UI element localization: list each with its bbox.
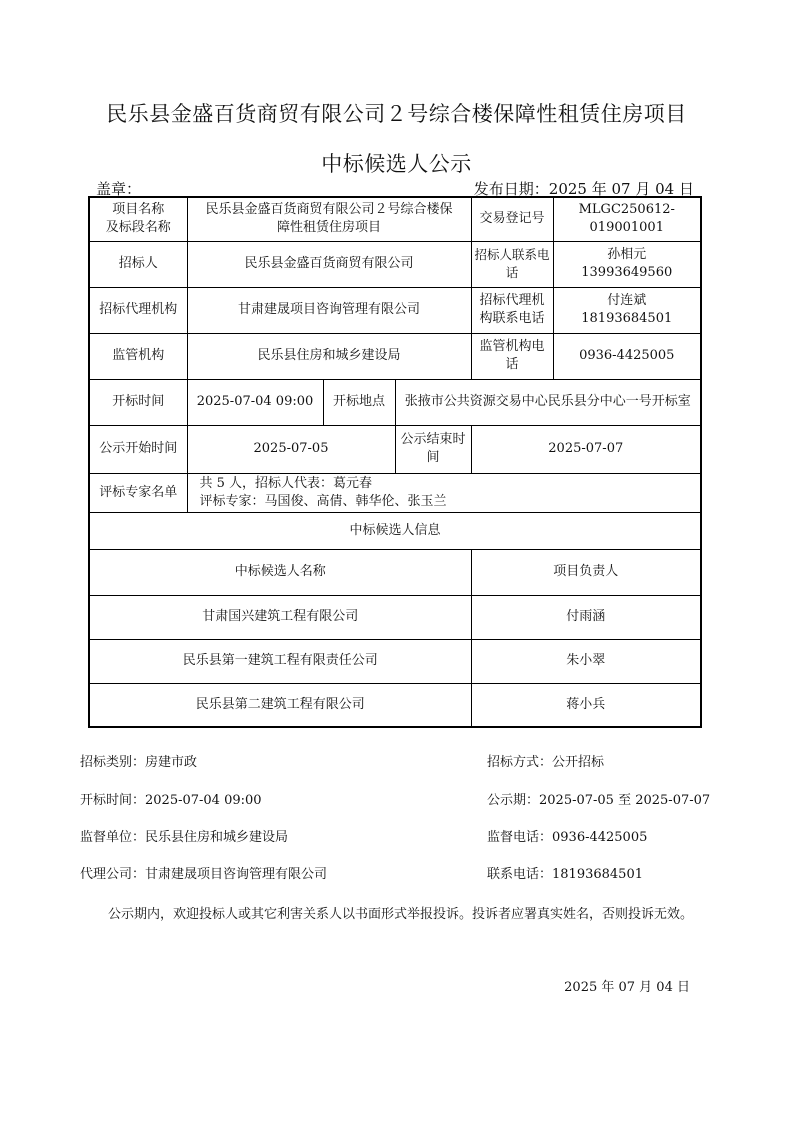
open-time-info: 开标时间：2025-07-04 09:00 [80,793,262,808]
page-title: 民乐县金盛百货商贸有限公司２号综合楼保障性租赁住房项目 [106,102,687,126]
table-row [89,379,701,425]
notice-period-info: 公示期：2025-07-05 至 2025-07-07 [487,793,711,808]
agency: 甘肃建晟项目咨询管理有限公司 [187,287,471,333]
candidate-manager: 付雨涵 [471,595,701,639]
table-row [89,197,701,241]
supervisor-phone-info: 监督电话：0936-4425005 [487,830,648,845]
page-subtitle: 中标候选人公示 [321,152,472,176]
candidate-name: 民乐县第二建筑工程有限公司 [89,683,471,727]
table-row [89,241,701,287]
table-row [89,287,701,333]
tenderer: 民乐县金盛百货商贸有限公司 [187,241,471,287]
experts: 共 5 人，招标人代表：葛元春 评标专家：马国俊、高倩、韩华伦、张玉兰 [187,473,701,512]
open-time: 2025-07-04 09:00 [187,379,323,425]
table-row [89,683,701,727]
candidate-manager: 朱小翠 [471,639,701,683]
table-row [89,639,701,683]
tender-method: 招标方式：公开招标 [487,755,605,770]
notice-start: 2025-07-05 [187,425,395,473]
experts-label: 评标专家名单 [89,473,187,512]
notice-end-label: 公示结束时间 [395,425,471,473]
bid-candidate-table [88,196,702,728]
seal-label: 盖章： [96,180,142,198]
agency-info: 代理公司：甘肃建晟项目咨询管理有限公司 [80,867,328,882]
tenderer-contact: 孙相元 13993649560 [553,241,701,287]
trade-no-label: 交易登记号 [471,197,553,241]
complaint-notice: 公示期内，欢迎投标人或其它利害关系人以书面形式举报投诉。投诉者应署真实姓名，否则投诉无效。 [108,907,694,922]
project-name-label: 项目名称 及标段名称 [89,197,187,241]
candidate-name: 甘肃国兴建筑工程有限公司 [89,595,471,639]
table-row [89,333,701,379]
table-row [89,425,701,473]
open-place: 张掖市公共资源交易中心民乐县分中心一号开标室 [395,379,701,425]
open-place-label: 开标地点 [323,379,395,425]
candidates-header: 中标候选人信息 [89,512,701,549]
supervisor-phone: 0936-4425005 [553,333,701,379]
manager-header: 项目负责人 [471,549,701,595]
tenderer-contact-label: 招标人联系电话 [471,241,553,287]
agency-contact-label: 招标代理机 构联系电话 [471,287,553,333]
notice-end: 2025-07-07 [471,425,701,473]
supervisor: 民乐县住房和城乡建设局 [187,333,471,379]
tenderer-label: 招标人 [89,241,187,287]
table-row [89,512,701,549]
supervisor-phone-label: 监管机构电话 [471,333,553,379]
table-row [89,595,701,639]
table-row [89,473,701,512]
project-name: 民乐县金盛百货商贸有限公司２号综合楼保 障性租赁住房项目 [187,197,471,241]
supervisor-info: 监督单位：民乐县住房和城乡建设局 [80,830,289,845]
publish-date: 发布日期：2025 年 07 月 04 日 [473,180,694,198]
agency-phone-info: 联系电话：18193684501 [487,867,643,882]
candidate-name: 民乐县第一建筑工程有限责任公司 [89,639,471,683]
candidate-name-header: 中标候选人名称 [89,549,471,595]
supervisor-label: 监管机构 [89,333,187,379]
trade-no: MLGC250612- 019001001 [553,197,701,241]
notice-start-label: 公示开始时间 [89,425,187,473]
agency-label: 招标代理机构 [89,287,187,333]
signature-date: 2025 年 07 月 04 日 [564,980,690,995]
table-row [89,549,701,595]
open-time-label: 开标时间 [89,379,187,425]
tender-category: 招标类别：房建市政 [80,755,198,770]
agency-contact: 付连斌 18193684501 [553,287,701,333]
candidate-manager: 蒋小兵 [471,683,701,727]
